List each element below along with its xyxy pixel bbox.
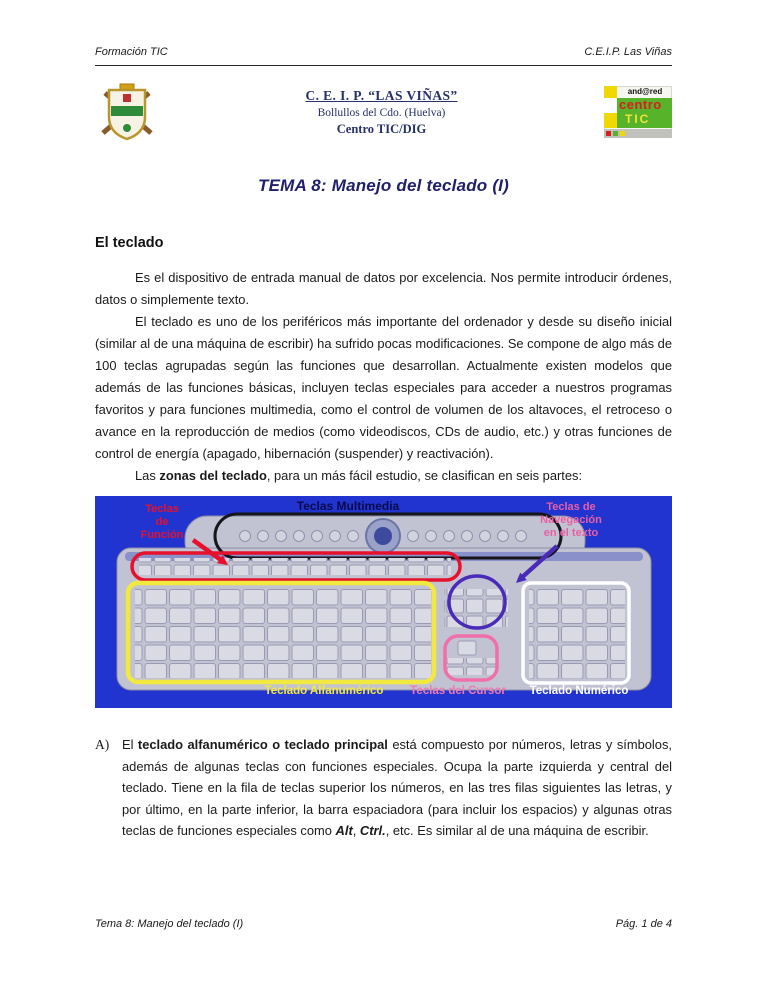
logo-square [604, 86, 617, 98]
logo-square [604, 113, 617, 128]
list-item-a-marker: A) [95, 737, 110, 752]
section-heading: El teclado [95, 235, 164, 251]
school-name: C. E. I. P. “LAS VIÑAS” [305, 87, 458, 103]
list-item-a [95, 734, 672, 842]
school-location: Bollullos del Cdo. (Huelva) [317, 106, 446, 119]
text-segment-ctrl-key: Ctrl. [359, 823, 386, 838]
volume-knob [366, 519, 400, 553]
paragraph-3 [95, 465, 672, 487]
label-teclas-de-funcion: Teclas de Función [140, 503, 184, 541]
footer-left-text: Tema 8: Manejo del teclado (I) [95, 918, 244, 930]
alphanumeric-keys [135, 588, 431, 678]
paragraph-2: El teclado es uno de los periféricos más importante del ordenador y desde su diseño inicial (similar al de una máquina de escribir) ha sufrido pocas modificaciones. Se compone de algo más de 100 teclas agrupadas según las funciones que desarrollan. Actualmente existen modelos que además de las funciones básicas, incluyen teclas especiales para acceder a nuestros programas favoritos y para funciones multimedia, como el control de volumen de los altavoces, el retroceso o avance en la reproducción de medios (como videodiscos, CDs de audio, etc.) y otras funciones de control de energía (apagado, hibernación (suspender) y reactivación). [95, 314, 672, 461]
footer-right-text: Pág. 1 de 4 [615, 918, 672, 930]
text-segment-alt-key: Alt [335, 823, 353, 838]
text-segment: , [352, 823, 360, 838]
logo-text-centro: centro [619, 97, 662, 112]
logo-square [606, 131, 611, 136]
text-segment: , etc. Es similar al de una máquina de escribir. [385, 823, 649, 838]
school-crest-icon [95, 81, 159, 143]
label-teclas-del-cursor: Teclas del Cursor [410, 685, 506, 697]
label-teclado-alfanumerico: Teclado Alfanumérico [264, 685, 384, 697]
text-segment-bold: zonas del teclado [159, 468, 267, 483]
body-text [95, 267, 672, 487]
page-header [95, 46, 672, 66]
school-header [95, 81, 672, 143]
text-segment: Las [135, 468, 160, 483]
keyboard-figure [95, 496, 672, 708]
text-segment: , para un más fácil estudio, se clasifican en seis partes: [266, 468, 583, 483]
text-segment: está compuesto por números, letras y símbolos, además de algunas teclas con funciones especiales. Ocupa la parte izquierda y central del teclado. Tiene en la fila de teclas superior los números, en las tres filas siguientes las letras, y por último, en la parte inferior, la barra espaciadora (para incluir los espacios) y algunas otras teclas de funciones especiales como [122, 737, 672, 838]
label-teclado-numerico: Teclado Numérico [529, 685, 629, 697]
function-keys [139, 558, 451, 575]
header-right-text: C.E.I.P. Las Viñas [584, 46, 672, 58]
numeric-keys [529, 589, 625, 679]
logo-square [620, 131, 625, 136]
paragraph-1: Es el dispositivo de entrada manual de datos por excelencia. Nos permite introducir órdenes, datos o simplemente texto. [95, 270, 672, 307]
cursor-up-key [458, 641, 476, 655]
label-teclas-multimedia: Teclas Multimedia [296, 499, 400, 513]
label-teclas-navegacion: Teclas de Navegación en el texto [540, 501, 602, 539]
header-left-text: Formación TIC [95, 46, 168, 58]
school-title-block [159, 88, 604, 137]
andared-centro-tic-logo [604, 86, 672, 138]
page-footer [95, 918, 672, 930]
logo-text-tic: TIC [625, 112, 651, 126]
logo-text-andared: and@red [627, 87, 663, 96]
page-title: TEMA 8: Manejo del teclado (I) [258, 176, 509, 195]
text-segment: El [122, 737, 138, 752]
cursor-keys [447, 658, 497, 675]
school-center-line: Centro TIC/DIG [336, 121, 427, 136]
logo-square [604, 98, 617, 113]
logo-square [613, 131, 618, 136]
navigation-keys [444, 589, 508, 627]
text-segment-bold: teclado alfanumérico o teclado principal [137, 737, 388, 752]
